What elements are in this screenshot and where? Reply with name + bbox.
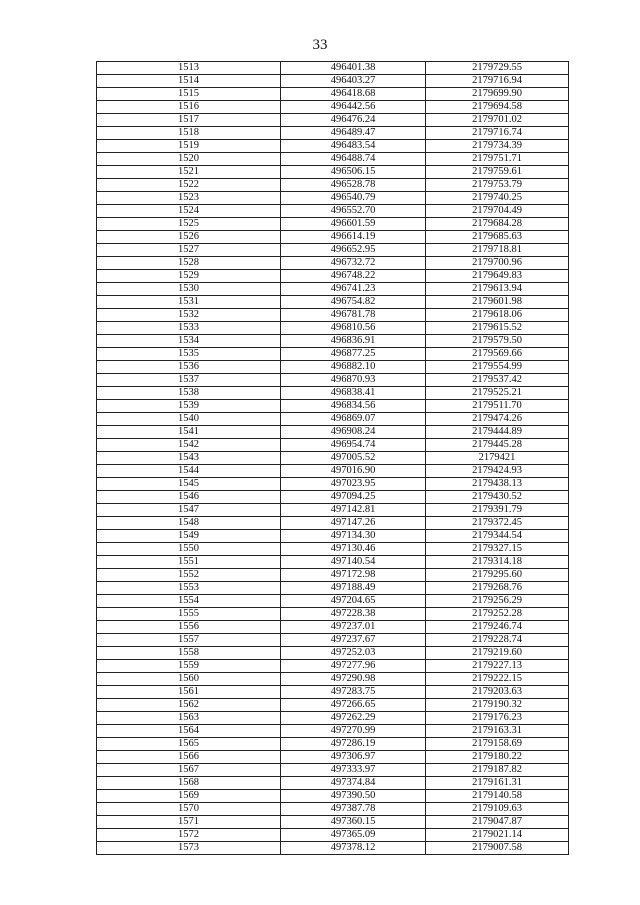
- coordinates-table-body: [97, 62, 569, 855]
- table-row: [97, 439, 569, 452]
- point-number-cell: 1538: [97, 387, 281, 400]
- x-coordinate-cell: 496741.23: [281, 283, 426, 296]
- y-coordinate-cell: 2179227.13: [426, 660, 569, 673]
- y-coordinate-cell: 2179759.61: [426, 166, 569, 179]
- table-row: [97, 140, 569, 153]
- y-coordinate-cell: 2179601.98: [426, 296, 569, 309]
- y-coordinate-cell: 2179219.60: [426, 647, 569, 660]
- point-number-cell: 1559: [97, 660, 281, 673]
- table-row: [97, 478, 569, 491]
- y-coordinate-cell: 2179685.63: [426, 231, 569, 244]
- y-coordinate-cell: 2179618.06: [426, 309, 569, 322]
- x-coordinate-cell: 497094.25: [281, 491, 426, 504]
- x-coordinate-cell: 496748.22: [281, 270, 426, 283]
- point-number-cell: 1520: [97, 153, 281, 166]
- x-coordinate-cell: 497306.97: [281, 751, 426, 764]
- y-coordinate-cell: 2179444.89: [426, 426, 569, 439]
- y-coordinate-cell: 2179047.87: [426, 816, 569, 829]
- table-row: [97, 816, 569, 829]
- table-row: [97, 803, 569, 816]
- table-row: [97, 257, 569, 270]
- y-coordinate-cell: 2179176.23: [426, 712, 569, 725]
- table-row: [97, 712, 569, 725]
- x-coordinate-cell: 496488.74: [281, 153, 426, 166]
- point-number-cell: 1535: [97, 348, 281, 361]
- x-coordinate-cell: 496614.19: [281, 231, 426, 244]
- point-number-cell: 1542: [97, 439, 281, 452]
- table-row: [97, 738, 569, 751]
- x-coordinate-cell: 497365.09: [281, 829, 426, 842]
- x-coordinate-cell: 497142.81: [281, 504, 426, 517]
- y-coordinate-cell: 2179391.79: [426, 504, 569, 517]
- coordinates-table: [96, 61, 569, 855]
- table-row: [97, 114, 569, 127]
- x-coordinate-cell: 497147.26: [281, 517, 426, 530]
- table-row: [97, 387, 569, 400]
- y-coordinate-cell: 2179421: [426, 452, 569, 465]
- y-coordinate-cell: 2179716.74: [426, 127, 569, 140]
- point-number-cell: 1539: [97, 400, 281, 413]
- table-row: [97, 400, 569, 413]
- table-row: [97, 634, 569, 647]
- table-row: [97, 166, 569, 179]
- point-number-cell: 1557: [97, 634, 281, 647]
- point-number-cell: 1532: [97, 309, 281, 322]
- x-coordinate-cell: 496732.72: [281, 257, 426, 270]
- x-coordinate-cell: 497228.38: [281, 608, 426, 621]
- x-coordinate-cell: 496552.70: [281, 205, 426, 218]
- table-row: [97, 517, 569, 530]
- x-coordinate-cell: 497237.67: [281, 634, 426, 647]
- point-number-cell: 1534: [97, 335, 281, 348]
- x-coordinate-cell: 497333.97: [281, 764, 426, 777]
- y-coordinate-cell: 2179327.15: [426, 543, 569, 556]
- x-coordinate-cell: 496836.91: [281, 335, 426, 348]
- point-number-cell: 1558: [97, 647, 281, 660]
- page-number: 33: [312, 37, 328, 53]
- y-coordinate-cell: 2179525.21: [426, 387, 569, 400]
- y-coordinate-cell: 2179252.28: [426, 608, 569, 621]
- y-coordinate-cell: 2179718.81: [426, 244, 569, 257]
- point-number-cell: 1563: [97, 712, 281, 725]
- table-row: [97, 75, 569, 88]
- y-coordinate-cell: 2179569.66: [426, 348, 569, 361]
- table-row: [97, 270, 569, 283]
- y-coordinate-cell: 2179424.93: [426, 465, 569, 478]
- point-number-cell: 1536: [97, 361, 281, 374]
- table-row: [97, 673, 569, 686]
- table-row: [97, 829, 569, 842]
- table-row: [97, 465, 569, 478]
- y-coordinate-cell: 2179704.49: [426, 205, 569, 218]
- point-number-cell: 1526: [97, 231, 281, 244]
- x-coordinate-cell: 497387.78: [281, 803, 426, 816]
- point-number-cell: 1553: [97, 582, 281, 595]
- y-coordinate-cell: 2179007.58: [426, 842, 569, 855]
- table-row: [97, 569, 569, 582]
- table-row: [97, 153, 569, 166]
- y-coordinate-cell: 2179537.42: [426, 374, 569, 387]
- x-coordinate-cell: 497283.75: [281, 686, 426, 699]
- y-coordinate-cell: 2179716.94: [426, 75, 569, 88]
- y-coordinate-cell: 2179161.31: [426, 777, 569, 790]
- x-coordinate-cell: 497016.90: [281, 465, 426, 478]
- y-coordinate-cell: 2179740.25: [426, 192, 569, 205]
- x-coordinate-cell: 496442.56: [281, 101, 426, 114]
- y-coordinate-cell: 2179751.71: [426, 153, 569, 166]
- y-coordinate-cell: 2179700.96: [426, 257, 569, 270]
- y-coordinate-cell: 2179314.18: [426, 556, 569, 569]
- y-coordinate-cell: 2179222.15: [426, 673, 569, 686]
- point-number-cell: 1566: [97, 751, 281, 764]
- point-number-cell: 1555: [97, 608, 281, 621]
- x-coordinate-cell: 497277.96: [281, 660, 426, 673]
- point-number-cell: 1543: [97, 452, 281, 465]
- x-coordinate-cell: 497270.99: [281, 725, 426, 738]
- x-coordinate-cell: 496954.74: [281, 439, 426, 452]
- y-coordinate-cell: 2179140.58: [426, 790, 569, 803]
- x-coordinate-cell: 497360.15: [281, 816, 426, 829]
- point-number-cell: 1523: [97, 192, 281, 205]
- y-coordinate-cell: 2179295.60: [426, 569, 569, 582]
- table-row: [97, 361, 569, 374]
- y-coordinate-cell: 2179021.14: [426, 829, 569, 842]
- x-coordinate-cell: 496781.78: [281, 309, 426, 322]
- y-coordinate-cell: 2179445.28: [426, 439, 569, 452]
- point-number-cell: 1560: [97, 673, 281, 686]
- table-row: [97, 452, 569, 465]
- point-number-cell: 1522: [97, 179, 281, 192]
- y-coordinate-cell: 2179554.99: [426, 361, 569, 374]
- table-row: [97, 426, 569, 439]
- table-row: [97, 179, 569, 192]
- x-coordinate-cell: 497140.54: [281, 556, 426, 569]
- x-coordinate-cell: 496652.95: [281, 244, 426, 257]
- point-number-cell: 1513: [97, 62, 281, 75]
- x-coordinate-cell: 496506.15: [281, 166, 426, 179]
- x-coordinate-cell: 497188.49: [281, 582, 426, 595]
- table-row: [97, 192, 569, 205]
- table-row: [97, 283, 569, 296]
- point-number-cell: 1515: [97, 88, 281, 101]
- point-number-cell: 1533: [97, 322, 281, 335]
- x-coordinate-cell: 496403.27: [281, 75, 426, 88]
- table-row: [97, 608, 569, 621]
- point-number-cell: 1552: [97, 569, 281, 582]
- point-number-cell: 1521: [97, 166, 281, 179]
- x-coordinate-cell: 497290.98: [281, 673, 426, 686]
- table-row: [97, 556, 569, 569]
- x-coordinate-cell: 497378.12: [281, 842, 426, 855]
- y-coordinate-cell: 2179246.74: [426, 621, 569, 634]
- table-row: [97, 504, 569, 517]
- point-number-cell: 1541: [97, 426, 281, 439]
- table-row: [97, 530, 569, 543]
- point-number-cell: 1550: [97, 543, 281, 556]
- point-number-cell: 1525: [97, 218, 281, 231]
- table-row: [97, 621, 569, 634]
- table-row: [97, 777, 569, 790]
- x-coordinate-cell: 497266.65: [281, 699, 426, 712]
- x-coordinate-cell: 496476.24: [281, 114, 426, 127]
- table-row: [97, 205, 569, 218]
- table-row: [97, 335, 569, 348]
- x-coordinate-cell: 496838.41: [281, 387, 426, 400]
- x-coordinate-cell: 496528.78: [281, 179, 426, 192]
- point-number-cell: 1516: [97, 101, 281, 114]
- x-coordinate-cell: 496483.54: [281, 140, 426, 153]
- x-coordinate-cell: 496540.79: [281, 192, 426, 205]
- point-number-cell: 1545: [97, 478, 281, 491]
- table-row: [97, 491, 569, 504]
- point-number-cell: 1528: [97, 257, 281, 270]
- x-coordinate-cell: 497204.65: [281, 595, 426, 608]
- point-number-cell: 1544: [97, 465, 281, 478]
- table-row: [97, 348, 569, 361]
- table-row: [97, 244, 569, 257]
- y-coordinate-cell: 2179203.63: [426, 686, 569, 699]
- x-coordinate-cell: 497134.30: [281, 530, 426, 543]
- point-number-cell: 1549: [97, 530, 281, 543]
- point-number-cell: 1517: [97, 114, 281, 127]
- table-row: [97, 218, 569, 231]
- x-coordinate-cell: 497262.29: [281, 712, 426, 725]
- x-coordinate-cell: 496908.24: [281, 426, 426, 439]
- table-row: [97, 699, 569, 712]
- table-row: [97, 582, 569, 595]
- x-coordinate-cell: 496489.47: [281, 127, 426, 140]
- point-number-cell: 1530: [97, 283, 281, 296]
- table-row: [97, 751, 569, 764]
- x-coordinate-cell: 496401.38: [281, 62, 426, 75]
- point-number-cell: 1571: [97, 816, 281, 829]
- x-coordinate-cell: 497374.84: [281, 777, 426, 790]
- x-coordinate-cell: 497130.46: [281, 543, 426, 556]
- table-row: [97, 231, 569, 244]
- table-row: [97, 101, 569, 114]
- x-coordinate-cell: 496810.56: [281, 322, 426, 335]
- table-row: [97, 413, 569, 426]
- table-row: [97, 296, 569, 309]
- y-coordinate-cell: 2179158.69: [426, 738, 569, 751]
- y-coordinate-cell: 2179474.26: [426, 413, 569, 426]
- point-number-cell: 1567: [97, 764, 281, 777]
- y-coordinate-cell: 2179684.28: [426, 218, 569, 231]
- table-row: [97, 543, 569, 556]
- x-coordinate-cell: 497172.98: [281, 569, 426, 582]
- point-number-cell: 1551: [97, 556, 281, 569]
- x-coordinate-cell: 496418.68: [281, 88, 426, 101]
- table-row: [97, 595, 569, 608]
- point-number-cell: 1554: [97, 595, 281, 608]
- table-row: [97, 374, 569, 387]
- table-row: [97, 647, 569, 660]
- table-row: [97, 660, 569, 673]
- point-number-cell: 1547: [97, 504, 281, 517]
- y-coordinate-cell: 2179649.83: [426, 270, 569, 283]
- y-coordinate-cell: 2179615.52: [426, 322, 569, 335]
- point-number-cell: 1514: [97, 75, 281, 88]
- table-row: [97, 309, 569, 322]
- table-row: [97, 725, 569, 738]
- y-coordinate-cell: 2179187.82: [426, 764, 569, 777]
- point-number-cell: 1565: [97, 738, 281, 751]
- y-coordinate-cell: 2179729.55: [426, 62, 569, 75]
- y-coordinate-cell: 2179579.50: [426, 335, 569, 348]
- y-coordinate-cell: 2179256.29: [426, 595, 569, 608]
- x-coordinate-cell: 496870.93: [281, 374, 426, 387]
- table-row: [97, 62, 569, 75]
- point-number-cell: 1573: [97, 842, 281, 855]
- y-coordinate-cell: 2179180.22: [426, 751, 569, 764]
- point-number-cell: 1546: [97, 491, 281, 504]
- point-number-cell: 1537: [97, 374, 281, 387]
- table-row: [97, 322, 569, 335]
- table-row: [97, 127, 569, 140]
- y-coordinate-cell: 2179438.13: [426, 478, 569, 491]
- point-number-cell: 1561: [97, 686, 281, 699]
- point-number-cell: 1562: [97, 699, 281, 712]
- y-coordinate-cell: 2179694.58: [426, 101, 569, 114]
- point-number-cell: 1548: [97, 517, 281, 530]
- x-coordinate-cell: 497252.03: [281, 647, 426, 660]
- x-coordinate-cell: 497390.50: [281, 790, 426, 803]
- x-coordinate-cell: 496834.56: [281, 400, 426, 413]
- y-coordinate-cell: 2179268.76: [426, 582, 569, 595]
- y-coordinate-cell: 2179228.74: [426, 634, 569, 647]
- point-number-cell: 1529: [97, 270, 281, 283]
- point-number-cell: 1564: [97, 725, 281, 738]
- x-coordinate-cell: 496869.07: [281, 413, 426, 426]
- y-coordinate-cell: 2179372.45: [426, 517, 569, 530]
- point-number-cell: 1572: [97, 829, 281, 842]
- y-coordinate-cell: 2179430.52: [426, 491, 569, 504]
- y-coordinate-cell: 2179109.63: [426, 803, 569, 816]
- table-row: [97, 790, 569, 803]
- y-coordinate-cell: 2179344.54: [426, 530, 569, 543]
- x-coordinate-cell: 497286.19: [281, 738, 426, 751]
- y-coordinate-cell: 2179699.90: [426, 88, 569, 101]
- point-number-cell: 1570: [97, 803, 281, 816]
- y-coordinate-cell: 2179753.79: [426, 179, 569, 192]
- table-row: [97, 686, 569, 699]
- y-coordinate-cell: 2179734.39: [426, 140, 569, 153]
- point-number-cell: 1556: [97, 621, 281, 634]
- y-coordinate-cell: 2179701.02: [426, 114, 569, 127]
- point-number-cell: 1524: [97, 205, 281, 218]
- x-coordinate-cell: 497023.95: [281, 478, 426, 491]
- y-coordinate-cell: 2179613.94: [426, 283, 569, 296]
- x-coordinate-cell: 496877.25: [281, 348, 426, 361]
- x-coordinate-cell: 496601.59: [281, 218, 426, 231]
- point-number-cell: 1519: [97, 140, 281, 153]
- table-row: [97, 88, 569, 101]
- table-row: [97, 764, 569, 777]
- x-coordinate-cell: 497237.01: [281, 621, 426, 634]
- x-coordinate-cell: 497005.52: [281, 452, 426, 465]
- point-number-cell: 1540: [97, 413, 281, 426]
- x-coordinate-cell: 496754.82: [281, 296, 426, 309]
- table-row: [97, 842, 569, 855]
- y-coordinate-cell: 2179163.31: [426, 725, 569, 738]
- y-coordinate-cell: 2179511.70: [426, 400, 569, 413]
- x-coordinate-cell: 496882.10: [281, 361, 426, 374]
- point-number-cell: 1518: [97, 127, 281, 140]
- point-number-cell: 1531: [97, 296, 281, 309]
- y-coordinate-cell: 2179190.32: [426, 699, 569, 712]
- point-number-cell: 1569: [97, 790, 281, 803]
- point-number-cell: 1568: [97, 777, 281, 790]
- point-number-cell: 1527: [97, 244, 281, 257]
